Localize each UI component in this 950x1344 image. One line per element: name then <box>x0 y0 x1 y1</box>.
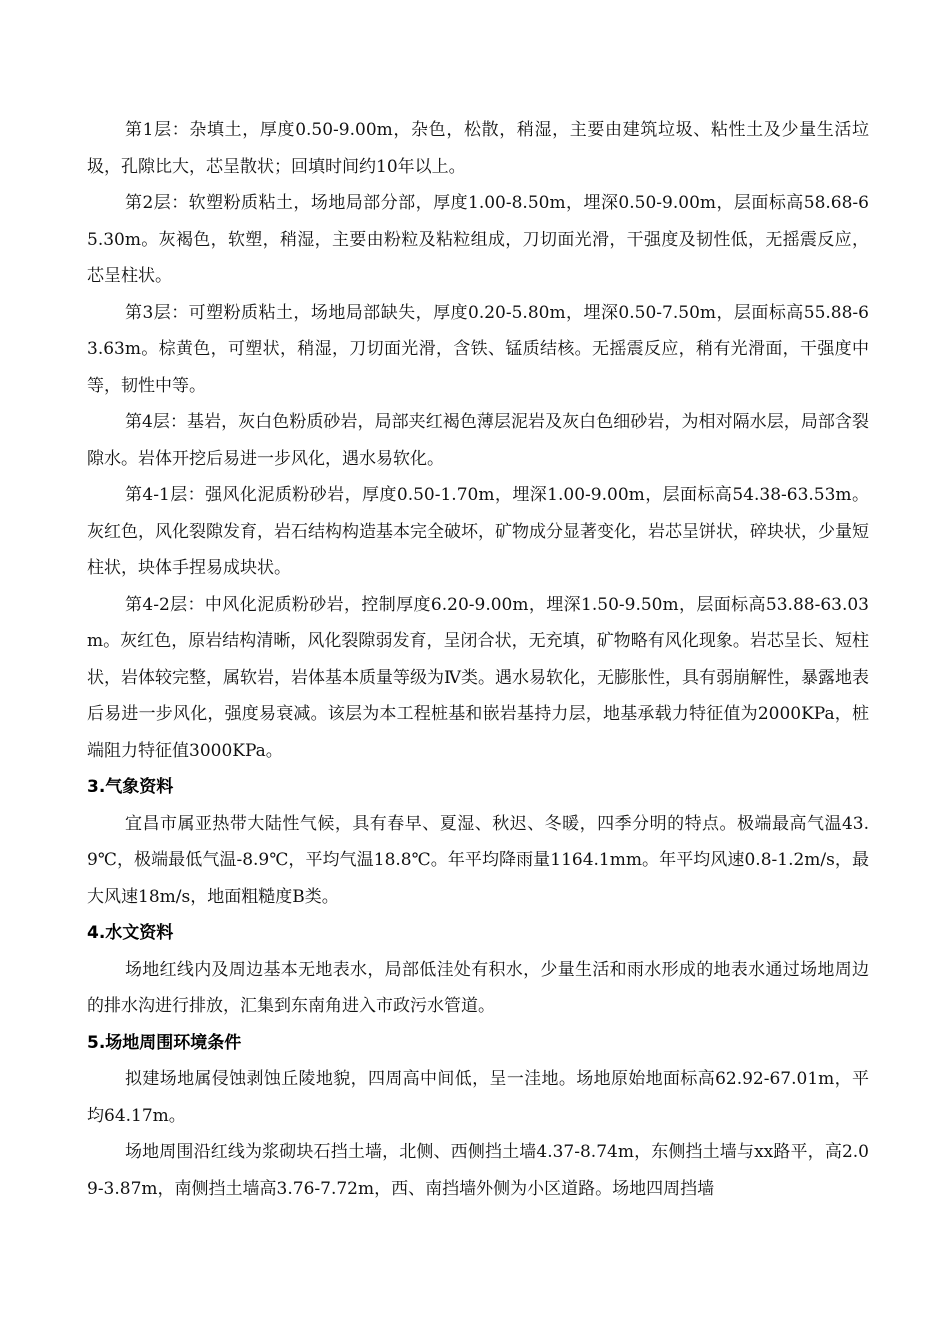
heading-meteorological: 3.气象资料 <box>87 777 174 797</box>
paragraph-layer-4-2: 第4-2层：中风化泥质粉砂岩，控制厚度6.20-9.00m，埋深1.50-9.50m，层面标高53.88-63.03m。灰红色，原岩结构清晰，风化裂隙弱发育，呈闭合状，无充填，矿物略有风化现象。岩芯呈长、短柱状，岩体较完整，属软岩，岩体基本质量等级为Ⅳ类。遇水易软化，无膨胀性，具有弱崩解性，暴露地表后易进一步风化，强度易衰减。该层为本工程桩基和嵌岩基持力层，地基承载力特征值为2000KPa，桩端阻力特征值3000KPa。 <box>87 594 869 761</box>
paragraph-retaining-walls: 场地周围沿红线为浆砌块石挡土墙，北侧、西侧挡土墙4.37-8.74m，东侧挡土墙与xx路平，高2.09-3.87m，南侧挡土墙高3.76-7.72m，西、南挡墙外侧为小区道路。场地四周挡墙 <box>87 1142 869 1199</box>
paragraph-layer-3: 第3层：可塑粉质粘土，场地局部缺失，厚度0.20-5.80m，埋深0.50-7.50m，层面标高55.88-63.63m。棕黄色，可塑状，稍湿，刀切面光滑，含铁、锰质结核。无摇震反应，稍有光滑面，干强度中等，韧性中等。 <box>87 302 869 396</box>
heading-hydrological: 4.水文资料 <box>87 923 174 943</box>
paragraph-layer-1: 第1层：杂填土，厚度0.50-9.00m，杂色，松散，稍湿，主要由建筑垃圾、粘性土及少量生活垃圾，孔隙比大，芯呈散状；回填时间约10年以上。 <box>87 120 869 177</box>
paragraph-layer-4-1: 第4-1层：强风化泥质粉砂岩，厚度0.50-1.70m，埋深1.00-9.00m，层面标高54.38-63.53m。灰红色，风化裂隙发育，岩石结构构造基本完全破坏，矿物成分显著变化，岩芯呈饼状，碎块状，少量短柱状，块体手捏易成块状。 <box>87 485 869 578</box>
document-body <box>87 112 869 1207</box>
paragraph-hydrological: 场地红线内及周边基本无地表水，局部低洼处有积水，少量生活和雨水形成的地表水通过场地周边的排水沟进行排放，汇集到东南角进入市政污水管道。 <box>87 959 869 1016</box>
paragraph-layer-2: 第2层：软塑粉质粘土，场地局部分部，厚度1.00-8.50m，埋深0.50-9.00m，层面标高58.68-65.30m。灰褐色，软塑，稍湿，主要由粉粒及粘粒组成，刀切面光滑，干强度及韧性低，无摇震反应，芯呈柱状。 <box>87 193 869 286</box>
heading-surroundings: 5.场地周围环境条件 <box>87 1032 242 1053</box>
paragraph-meteorological: 宜昌市属亚热带大陆性气候，具有春早、夏湿、秋迟、冬暖，四季分明的特点。极端最高气温43.9℃，极端最低气温-8.9℃，平均气温18.8℃。年平均降雨量1164.1mm。年平均风速0.8-1.2m/s，最大风速18m/s，地面粗糙度B类。 <box>87 813 869 907</box>
paragraph-layer-4: 第4层：基岩，灰白色粉质砂岩，局部夹红褐色薄层泥岩及灰白色细砂岩，为相对隔水层，局部含裂隙水。岩体开挖后易进一步风化，遇水易软化。 <box>87 412 869 469</box>
paragraph-landform: 拟建场地属侵蚀剥蚀丘陵地貌，四周高中间低，呈一洼地。场地原始地面标高62.92-67.01m，平均64.17m。 <box>87 1069 869 1126</box>
